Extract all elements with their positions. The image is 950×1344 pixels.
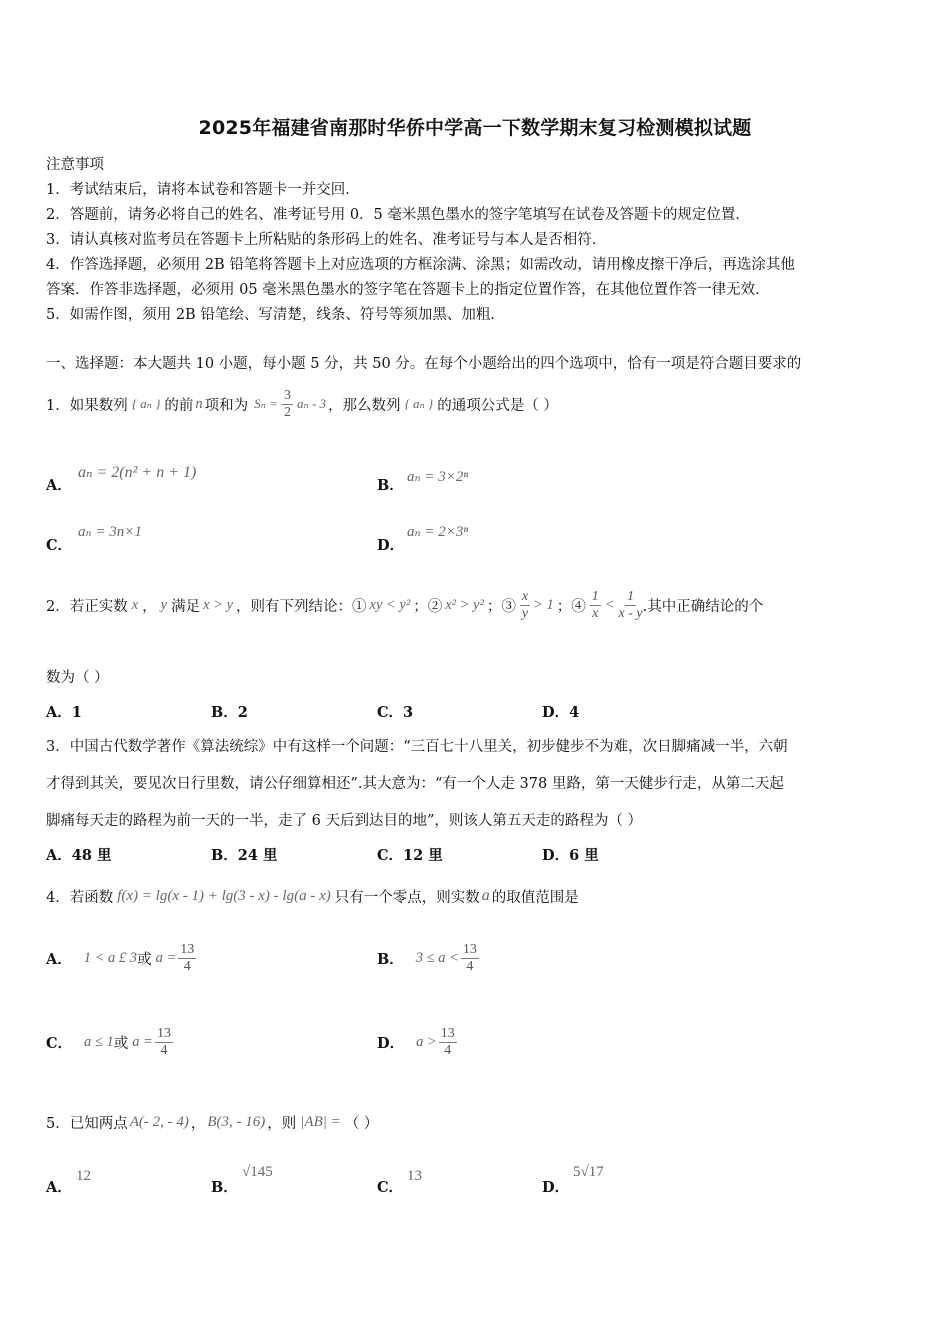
q2-conclusion-2: x² > y² <box>445 596 484 613</box>
q5-option-d: 5√17 <box>573 1164 604 1180</box>
q4-option-a-range: 1 < a £ 3 <box>83 949 138 966</box>
notice-heading: 注意事项 <box>46 157 104 173</box>
q3-option-b: B．24 里 <box>211 847 278 864</box>
q4-option-c <box>46 1020 173 1064</box>
q4-option-a-eq: a = <box>155 949 177 966</box>
q2-text-3: ，则有下列结论：① <box>236 598 367 615</box>
q4-option-a-label: A． <box>46 950 72 968</box>
q2-text-5: ；③ <box>486 598 516 615</box>
q2-c4-frac-1 <box>590 589 601 622</box>
section-heading: 一、选择题：本大题共 10 小题，每小题 5 分，共 50 分。在每个小题给出的四个选项中，恰有一项是符合题目要求的 <box>46 356 802 372</box>
q5-text-2: ，则 <box>267 1115 297 1132</box>
q1-seq-2: { aₙ } <box>404 396 434 411</box>
q5-point-b: B(3, - 16) <box>207 1113 266 1130</box>
notice-item-4-cont: 答案．作答非选择题，必须用 05 毫米黑色墨水的签字笔在答题卡上的指定位置作答，在其他位置作答一律无效． <box>46 282 770 298</box>
q2-c4-num-2: 1 <box>627 588 635 604</box>
q2-option-d: D．4 <box>542 704 580 721</box>
q1-option-c-label: C． <box>46 537 73 554</box>
q4-option-a-den: 4 <box>183 958 191 974</box>
q4-text-2: 只有一个零点，则实数 <box>334 889 480 906</box>
q4-option-c-range: a ≤ 1 <box>84 1033 114 1050</box>
q2-c4-den-2: x - y <box>618 605 643 621</box>
q5-comma: ， <box>190 1115 206 1132</box>
q2-c4-lt: < <box>604 596 615 613</box>
q1-option-d: aₙ = 2×3ⁿ <box>407 524 469 540</box>
q1-text-5: 的通项公式是（ ） <box>437 397 558 414</box>
q2-conclusion-3-frac <box>520 589 530 622</box>
q4-a: a <box>481 887 490 904</box>
q4-option-a-or: 或 <box>137 951 152 968</box>
q5-text-1: 5．已知两点 <box>46 1115 128 1132</box>
notice-item-3: 3．请认真核对监考员在答题卡上所粘贴的条形码上的姓名、准考证号与本人是否相符． <box>46 232 607 248</box>
q4-option-a-frac <box>178 942 196 975</box>
q2-c4-num-1: 1 <box>591 588 599 604</box>
q4-option-c-frac <box>155 1026 173 1059</box>
q2-c3-num: x <box>521 588 529 604</box>
q4-option-a-num: 13 <box>180 941 195 957</box>
q4-option-d-num: 13 <box>440 1025 455 1041</box>
q2-c4-den-1: x <box>592 605 599 621</box>
q2-text-1: 2．若正实数 <box>46 598 128 615</box>
q1-text-2: 的前 <box>164 397 194 414</box>
q4-option-b-range: 3 ≤ a < <box>415 949 459 966</box>
q4-option-d-den: 4 <box>444 1042 452 1058</box>
question-2 <box>46 583 763 627</box>
q2-option-a: A．1 <box>46 704 82 721</box>
q3-line-2: 才得到其关，要见次日行里数，请公仔细算相还”.其大意为：“有一个人走 378 里路，第一天健步行走，从第二天起 <box>46 776 784 792</box>
q4-option-b-num: 13 <box>462 941 477 957</box>
q2-text-6: ；④ <box>556 598 586 615</box>
notice-item-4: 4．作答选择题，必须用 2B 铅笔将答题卡上对应选项的方框涂满、涂黑；如需改动，请用橡皮擦干净后，再选涂其他 <box>46 257 795 273</box>
q5-text-3: （ ） <box>344 1115 379 1132</box>
notice-item-5: 5．如需作图，须用 2B 铅笔绘、写清楚，线条、符号等须加黑、加粗． <box>46 307 505 323</box>
q5-option-c: 13 <box>407 1168 422 1184</box>
q1-frac-num: 3 <box>283 387 291 403</box>
notice-item-2: 2．答题前，请务必将自己的姓名、准考证号用 0．5 毫米黑色墨水的签字笔填写在试卷及答题卡的规定位置． <box>46 207 750 223</box>
q2-c3-tail: > 1 <box>533 596 554 613</box>
q2-conclusion-1: xy < y² <box>369 596 411 613</box>
q3-line-1: 3．中国古代数学著作《算法统综》中有这样一个问题：“三百七十八里关，初步健步不为难，次日脚痛减一半，六朝 <box>46 739 788 755</box>
q2-c4-frac-2 <box>619 589 643 622</box>
q3-line-3: 脚痛每天走的路程为前一天的一半，走了 6 天后到达目的地”，则该人第五天走的路程为（ ） <box>46 813 642 829</box>
q2-text-4: ；② <box>413 598 443 615</box>
q3-option-c: C．12 里 <box>377 847 443 864</box>
q5-option-c-label: C． <box>377 1179 404 1196</box>
q2-x: x <box>131 596 139 613</box>
q5-option-a: 12 <box>76 1168 91 1184</box>
q1-option-b-label: B． <box>377 477 404 494</box>
q4-option-b-frac <box>461 942 479 975</box>
q4-function: f(x) = lg(x - 1) + lg(3 - x) - lg(a - x) <box>117 887 331 904</box>
q4-option-c-num: 13 <box>156 1025 171 1041</box>
q1-n: n <box>195 395 203 412</box>
q2-condition: x > y <box>203 596 234 613</box>
q2-option-c: C．3 <box>377 704 414 721</box>
q4-option-c-eq: a = <box>132 1033 153 1050</box>
q4-option-a <box>46 936 196 980</box>
q5-option-b-label: B． <box>211 1179 238 1196</box>
q5-option-b: √145 <box>242 1164 273 1180</box>
q5-option-d-label: D． <box>542 1179 570 1196</box>
q4-option-d-range: a > <box>416 1033 437 1050</box>
page-title: 2025年福建省南那时华侨中学高一下数学期末复习检测模拟试题 <box>198 117 752 139</box>
notice-item-1: 1．考试结束后，请将本试卷和答题卡一并交回． <box>46 182 360 198</box>
q1-text-3: 项和为 <box>204 397 249 414</box>
q4-option-b-den: 4 <box>466 958 474 974</box>
q1-sn: Sₙ = <box>254 396 278 411</box>
question-4 <box>46 876 579 916</box>
q1-option-b: aₙ = 3×2ⁿ <box>407 469 469 485</box>
q4-text-1: 4．若函数 <box>46 889 114 906</box>
q5-point-a: A(- 2, - 4) <box>129 1113 189 1130</box>
q4-option-d-label: D． <box>377 1034 405 1052</box>
q1-sn-tail: aₙ - 3 <box>296 396 327 411</box>
q2-y: y <box>160 596 168 613</box>
q1-text-4: ，那么数列 <box>328 397 401 414</box>
q4-option-c-label: C． <box>46 1034 73 1052</box>
question-1 <box>46 384 558 424</box>
q4-option-c-den: 4 <box>160 1042 168 1058</box>
q1-fraction <box>282 388 293 421</box>
q4-option-c-or: 或 <box>113 1035 129 1052</box>
q5-option-a-label: A． <box>46 1179 72 1196</box>
q2-c3-den: y <box>521 605 529 621</box>
q1-option-a: aₙ = 2(n² + n + 1) <box>78 464 197 481</box>
q4-option-d <box>377 1020 457 1064</box>
q2-line-2: 数为（ ） <box>46 670 109 686</box>
q5-ab: |AB| = <box>300 1113 341 1130</box>
q4-text-3: 的取值范围是 <box>491 889 579 906</box>
q1-seq: { aₙ } <box>131 396 161 411</box>
q2-text-2: 满足 <box>171 598 201 615</box>
q3-option-a: A．48 里 <box>46 847 112 864</box>
q1-text-1: 1．如果数列 <box>46 397 128 414</box>
q4-option-d-frac <box>439 1026 457 1059</box>
q3-option-d: D．6 里 <box>542 847 599 864</box>
q1-option-a-label: A． <box>46 477 72 494</box>
q1-option-c: aₙ = 3n×1 <box>78 524 142 540</box>
q2-comma: ， <box>142 598 157 615</box>
q2-option-b: B．2 <box>211 704 248 721</box>
q1-option-d-label: D． <box>377 537 405 554</box>
q4-option-b-label: B． <box>377 950 404 968</box>
q4-option-b <box>377 936 479 980</box>
question-5 <box>46 1102 378 1142</box>
q1-frac-den: 2 <box>283 404 291 420</box>
q2-text-7: .其中正确结论的个 <box>642 598 764 615</box>
